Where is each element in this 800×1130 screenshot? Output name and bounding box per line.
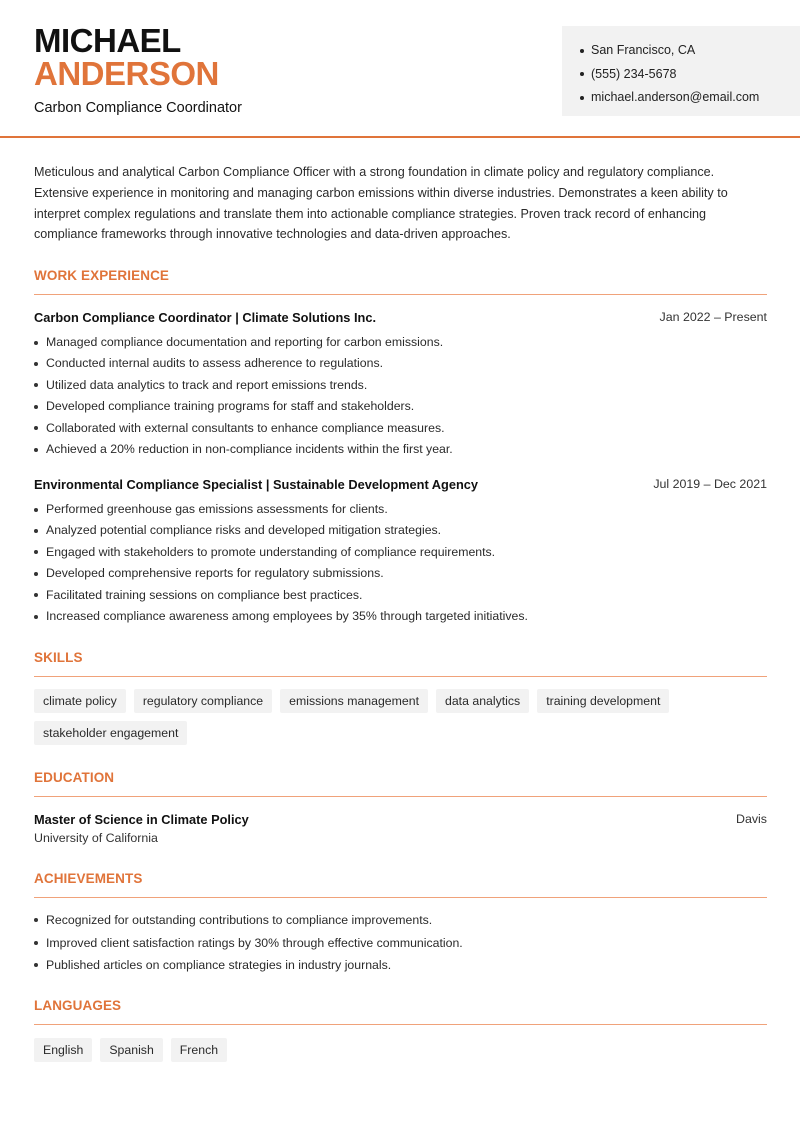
job-dates: Jul 2019 – Dec 2021 <box>653 477 767 491</box>
bullet-icon <box>34 941 38 945</box>
job-bullets <box>34 499 767 627</box>
contact-text[interactable]: michael.anderson@email.com <box>591 90 760 104</box>
bullet-icon <box>34 405 38 409</box>
job-dates: Jan 2022 – Present <box>659 310 767 324</box>
list-item: Improved client satisfaction ratings by 30% through effective communication. <box>34 932 767 955</box>
list-item: Recognized for outstanding contributions to compliance improvements. <box>34 909 767 932</box>
contact-email[interactable] <box>580 86 800 110</box>
bullet-icon <box>34 963 38 967</box>
list-item: Published articles on compliance strategies in industry journals. <box>34 954 767 977</box>
list-item: Conducted internal audits to assess adherence to regulations. <box>34 353 767 374</box>
bullet-icon <box>580 72 584 76</box>
section-divider <box>34 676 767 677</box>
bullet-icon <box>580 96 584 100</box>
skills-list <box>34 689 767 745</box>
skill-chip: emissions management <box>280 689 428 713</box>
section-divider <box>34 294 767 295</box>
section-title-languages: LANGUAGES <box>34 998 122 1013</box>
skill-chip: regulatory compliance <box>134 689 272 713</box>
language-chip: English <box>34 1038 92 1062</box>
list-item: Managed compliance documentation and reporting for carbon emissions. <box>34 332 767 353</box>
job-bullets <box>34 332 767 460</box>
language-chip: Spanish <box>100 1038 162 1062</box>
list-item: Engaged with stakeholders to promote understanding of compliance requirements. <box>34 542 767 563</box>
bullet-icon <box>34 550 38 554</box>
list-item: Achieved a 20% reduction in non-compliance incidents within the first year. <box>34 439 767 460</box>
bullet-icon <box>34 529 38 533</box>
language-chip: French <box>171 1038 227 1062</box>
list-item: Analyzed potential compliance risks and developed mitigation strategies. <box>34 520 767 541</box>
skill-chip: stakeholder engagement <box>34 721 187 745</box>
list-item: Collaborated with external consultants to enhance compliance measures. <box>34 418 767 439</box>
contact-text: (555) 234-5678 <box>591 66 677 81</box>
bullet-icon <box>580 49 584 53</box>
school-name: University of California <box>34 831 158 845</box>
job-role: Carbon Compliance Coordinator | Climate Solutions Inc. <box>34 310 377 325</box>
education-location: Davis <box>736 812 767 826</box>
skill-chip: data analytics <box>436 689 529 713</box>
section-title-education: EDUCATION <box>34 770 115 785</box>
education-header <box>34 812 767 827</box>
section-title-achievements: ACHIEVEMENTS <box>34 871 143 886</box>
contact-location <box>580 39 800 63</box>
job-role: Environmental Compliance Specialist | Sustainable Development Agency <box>34 477 479 492</box>
bullet-icon <box>34 362 38 366</box>
first-name: MICHAEL <box>34 22 181 59</box>
job-title: Carbon Compliance Coordinator <box>34 100 242 116</box>
professional-summary: Meticulous and analytical Carbon Compliance Officer with a strong foundation in climate policy and regulatory compliance. Extensive experience in monitoring and managing carbon emissions within diverse industries. Demonstrates a keen ability to interpret complex regulations and translate them into actionable compliance strategies. Proven track record of enhancing compliance frameworks through innovative technologies and data-driven approaches. <box>34 165 728 242</box>
bullet-icon <box>34 341 38 345</box>
candidate-name <box>34 24 219 90</box>
degree: Master of Science in Climate Policy <box>34 812 249 827</box>
bullet-icon <box>34 426 38 430</box>
bullet-icon <box>34 615 38 619</box>
section-divider <box>34 897 767 898</box>
contact-phone <box>580 63 800 87</box>
bullet-icon <box>34 448 38 452</box>
languages-list <box>34 1038 767 1062</box>
job-header <box>34 310 767 325</box>
list-item: Developed comprehensive reports for regulatory submissions. <box>34 563 767 584</box>
job-header <box>34 477 767 492</box>
bullet-icon <box>34 508 38 512</box>
skill-chip: training development <box>537 689 669 713</box>
achievement-bullets <box>34 909 767 977</box>
section-divider <box>34 1024 767 1025</box>
contact-box <box>562 26 800 116</box>
section-title-skills: SKILLS <box>34 650 83 665</box>
skill-chip: climate policy <box>34 689 126 713</box>
section-title-work: WORK EXPERIENCE <box>34 268 170 283</box>
bullet-icon <box>34 572 38 576</box>
resume-header <box>0 0 800 138</box>
list-item: Utilized data analytics to track and report emissions trends. <box>34 375 767 396</box>
bullet-icon <box>34 918 38 922</box>
bullet-icon <box>34 383 38 387</box>
bullet-icon <box>34 593 38 597</box>
section-divider <box>34 796 767 797</box>
list-item: Facilitated training sessions on compliance best practices. <box>34 585 767 606</box>
list-item: Performed greenhouse gas emissions assessments for clients. <box>34 499 767 520</box>
contact-text: San Francisco, CA <box>591 43 696 57</box>
last-name: ANDERSON <box>34 55 219 92</box>
list-item: Increased compliance awareness among employees by 35% through targeted initiatives. <box>34 606 767 627</box>
list-item: Developed compliance training programs for staff and stakeholders. <box>34 396 767 417</box>
